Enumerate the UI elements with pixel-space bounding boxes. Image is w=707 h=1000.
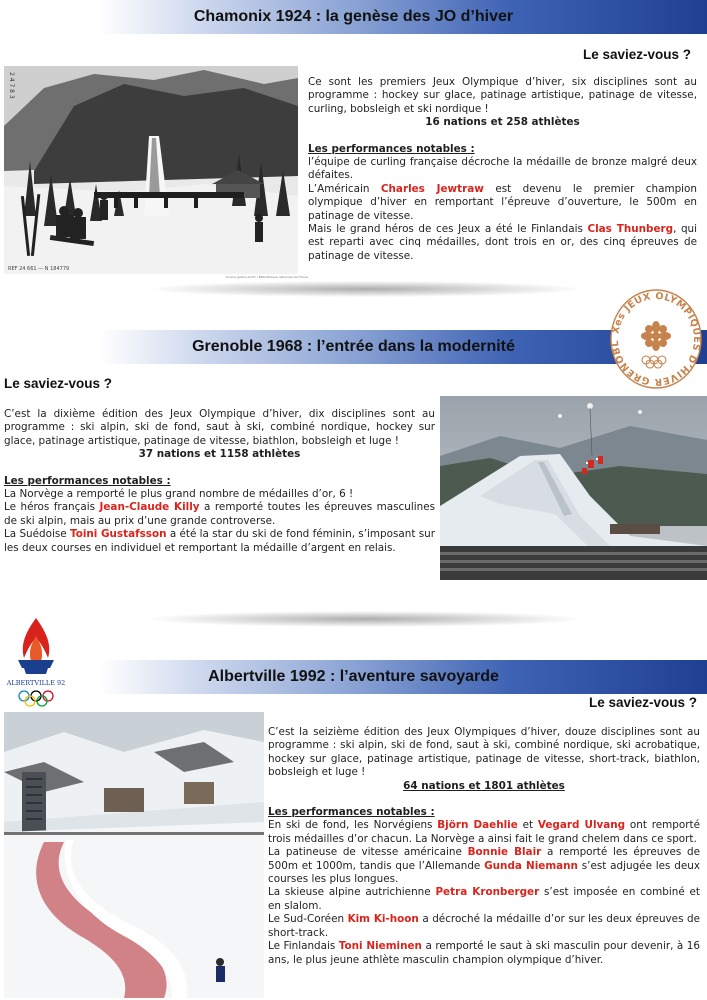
logo-albertville-92 — [4, 614, 68, 710]
athlete-name: Bonnie Blair — [467, 846, 542, 859]
perf-heading-albertville: Les performances notables : — [268, 806, 435, 819]
intro-albertville: C’est la seizième édition des Jeux Olympiques d’hiver, douze disciplines sont au programme : ski alpin, ski de fond, saut à ski, combiné nordique, ski acrobatique, hockey sur glace, patinage artistique, patinage de vitesse, short-track, biathlon, bobsleigh et luge ! — [268, 726, 700, 779]
text-block-albertville — [268, 726, 700, 967]
saviez-heading-albertville: Le saviez-vous ? — [588, 695, 697, 710]
perf-thunberg: Mais le grand héros de ces Jeux a été le Finlandais Clas Thunberg, qui est reparti avec cinq médailles, dont trois en or, des cinq épreuves de patinage de vitesse. — [308, 223, 698, 262]
photo-credit-chamonix: Source gallica.bnf.fr / Bibliothèque nationale de France — [226, 275, 309, 279]
stats-albertville: 64 nations et 1801 athlètes — [403, 779, 565, 792]
perf-curling: l’équipe de curling française décroche la médaille de bronze malgré deux défaites. — [308, 156, 697, 182]
perf-gustafsson: La Suédoise Toini Gustafsson a été la star du ski de fond féminin, s’imposant sur les deux courses en individuel et remportant la médaille d’argent en relais. — [4, 528, 436, 554]
saviez-heading-chamonix: Le saviez-vous ? — [582, 47, 691, 62]
banner-albertville — [0, 660, 707, 694]
saviez-heading-grenoble: Le saviez-vous ? — [4, 376, 113, 391]
perf-heading-grenoble: Les performances notables : — [4, 474, 171, 487]
albertville-logo-graphic — [4, 614, 68, 710]
athlete-name: Clas Thunberg — [587, 223, 674, 236]
stats-grenoble: 37 nations et 1158 athlètes — [138, 448, 301, 461]
photo-albertville-slalom — [4, 712, 264, 998]
grenoble-logo-graphic — [609, 288, 703, 390]
perf-jewtraw: L’Américain Charles Jewtraw est devenu le premier champion olympique d’hiver en remportant l’épreuve d’ouverture, le 500m en patinage de vitesse. — [308, 182, 697, 222]
albertville-logo-text: ALBERTVILLE 92 — [6, 679, 66, 687]
grenoble-logo-ring-text: Xes JEUX OLYMPIQUES D’HIVER GRENOBL — [609, 290, 703, 388]
chamonix-photo-illustration — [4, 66, 298, 274]
section-title-chamonix: Chamonix 1924 : la genèse des JO d’hiver — [193, 8, 514, 25]
text-block-chamonix — [308, 76, 697, 263]
divider-shadow-2 — [150, 611, 580, 627]
albertville-photo-illustration — [4, 712, 264, 998]
perf-heading-chamonix: Les performances notables : — [308, 142, 475, 155]
athlete-name: Toni Nieminen — [338, 940, 422, 953]
section-title-albertville: Albertville 1992 : l’aventure savoyarde — [208, 668, 499, 685]
grenoble-photo-illustration — [440, 396, 707, 580]
text-block-grenoble — [4, 408, 435, 555]
perf-kronberger: La skieuse alpine autrichienne Petra Kronberger s’est imposée en combiné et en slalom. — [268, 886, 700, 912]
banner-chamonix — [0, 0, 707, 34]
photo-grenoble-ski-jump — [440, 396, 707, 580]
divider-shadow-1 — [150, 281, 580, 297]
perf-patinage: La patineuse de vitesse américaine Bonnie Blair a remporté les épreuves de 500m et 1000m, tandis que l’Allemande Gunda Niemann s’est adjugée les deux courses les plus longues. — [268, 846, 700, 886]
athlete-name: Charles Jewtraw — [380, 182, 484, 195]
photo-code-top: 2 4 7 8 3 — [8, 72, 15, 99]
perf-killy: Le héros français Jean-Claude Killy a remporté toutes les épreuves masculines de ski alpin, mais au prix d’une grande controverse. — [4, 501, 435, 527]
photo-chamonix-ski-jump — [4, 66, 298, 274]
intro-chamonix: Ce sont les premiers Jeux Olympique d’hiver, six disciplines sont au programme : hockey sur glace, patinage artistique, patinage de vitesse, curling, bobsleigh et ski nordique ! — [308, 76, 697, 115]
athlete-name: Petra Kronberger — [435, 886, 540, 899]
intro-grenoble: C’est la dixième édition des Jeux Olympique d’hiver, dix disciplines sont au programme : ski alpin, ski de fond, saut à ski, combiné nordique, hockey sur glace, patinage artistique, patinage de vitesse, biathlon, bobsleigh et luge ! — [4, 408, 435, 447]
athlete-name: Vegard Ulvang — [537, 819, 626, 832]
perf-norvege: La Norvège a remporté le plus grand nombre de médailles d’or, 6 ! — [4, 488, 354, 501]
athlete-name: Toini Gustafsson — [70, 528, 167, 541]
athlete-name: Kim Ki-hoon — [347, 913, 419, 926]
perf-ski-de-fond: En ski de fond, les Norvégiens Björn Daehlie et Vegard Ulvang ont remporté trois médailles d’or chacun. La Norvège a ainsi fait le grand chelem dans ce sport. — [268, 819, 700, 845]
athlete-name: Gunda Niemann — [484, 859, 578, 872]
perf-kim: Le Sud-Coréen Kim Ki-hoon a décroché la médaille d’or sur les deux épreuves de short-track. — [268, 913, 700, 939]
logo-grenoble-1968 — [609, 288, 703, 390]
photo-code-bottom: REF 24 661 — N 184779 — [8, 266, 70, 272]
stats-chamonix: 16 nations et 258 athlètes — [425, 116, 580, 129]
athlete-name: Jean-Claude Killy — [99, 501, 200, 514]
perf-nieminen: Le Finlandais Toni Nieminen a remporté le saut à ski masculin pour devenir, à 16 ans, le plus jeune athlète masculin champion olympique d’hiver. — [268, 940, 700, 966]
athlete-name: Björn Daehlie — [437, 819, 518, 832]
section-title-grenoble: Grenoble 1968 : l’entrée dans la modernité — [192, 338, 515, 355]
banner-grenoble — [0, 330, 707, 364]
